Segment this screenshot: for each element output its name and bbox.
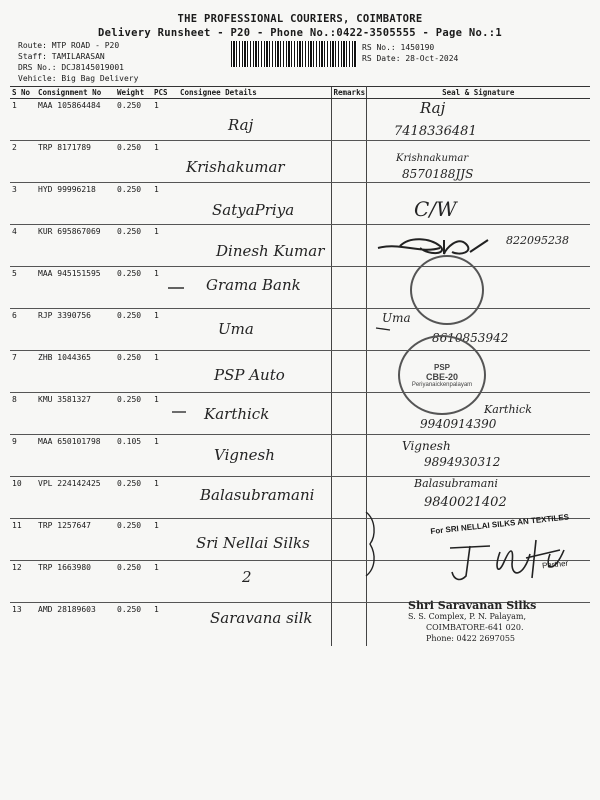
sno: 3 (10, 183, 36, 225)
partner-label: Partner (541, 558, 569, 571)
col-remarks: Remarks (331, 87, 366, 99)
pcs: 1 (152, 267, 178, 309)
signature-note: 8570188JJS (402, 167, 474, 181)
scribble-mark (166, 260, 236, 310)
signature: C/W (414, 197, 457, 221)
sno: 4 (10, 225, 36, 267)
col-pcs: PCS (152, 87, 178, 99)
stamp-center-text: CBE-20 (425, 371, 458, 382)
consignment-no: MAA 105864484 (36, 99, 115, 141)
dash-mark (372, 318, 402, 338)
consignee-name: Raj (228, 116, 254, 134)
sno: 5 (10, 267, 36, 309)
col-consignment: Consignment No (36, 87, 115, 99)
weight: 0.250 (115, 519, 152, 561)
sno: 12 (10, 561, 36, 603)
pcs: 1 (152, 141, 178, 183)
drs-number: DRS No.: DCJ8145019001 (18, 63, 124, 72)
col-consignee: Consignee Details (178, 87, 331, 99)
consignee-name: Balasubramani (200, 486, 315, 504)
consignee-name: Sri Nellai Silks (196, 534, 310, 552)
weight: 0.250 (115, 351, 152, 393)
route-label: Route: MTP ROAD - P20 (18, 41, 120, 50)
consignee-name: Saravana silk (210, 609, 313, 627)
table-header-row (10, 87, 590, 99)
company-name: THE PROFESSIONAL COURIERS, COIMBATORE (177, 13, 423, 25)
weight: 0.105 (115, 435, 152, 477)
table-row (10, 435, 590, 477)
consignment-no: RJP 3390756 (36, 309, 115, 351)
stamp-bottom-text: Periyanaickenpalayam (411, 381, 473, 388)
consignment-no: KUR 695867069 (36, 225, 115, 267)
table-row (10, 183, 590, 225)
table-row (10, 351, 590, 393)
staff-label: Staff: TAMILARASAN (18, 52, 105, 61)
runsheet-title: Delivery Runsheet - P20 - Phone No.:0422-3505555 - Page No.:1 (98, 27, 502, 39)
signature-note: 9940914390 (420, 417, 497, 431)
weight: 0.250 (117, 605, 142, 614)
pcs: 1 (152, 183, 178, 225)
weight: 0.250 (115, 225, 152, 267)
consignee-name: Uma (218, 320, 254, 338)
sno: 1 (10, 99, 36, 141)
pcs: 1 (152, 351, 178, 393)
consignee-name: Krishakumar (186, 158, 285, 176)
sno: 7 (10, 351, 36, 393)
shop-address-line2: COIMBATORE-641 020. (426, 623, 524, 632)
consignment-no: TRP 1663980 (36, 561, 115, 603)
consignee-name: PSP Auto (214, 366, 285, 384)
vehicle-label: Vehicle: Big Bag Delivery (18, 74, 139, 83)
consignment-no: AMD 28189603 (38, 605, 96, 614)
signature-note: 822095238 (506, 234, 569, 247)
shop-address-line1: S. S. Complex, P. N. Palayam, (408, 612, 527, 621)
signature-note: 9894930312 (424, 455, 501, 469)
consignee-name: Vignesh (214, 446, 275, 464)
sno: 11 (10, 519, 36, 561)
consignment-no: KMU 3581327 (36, 393, 115, 435)
weight: 0.250 (115, 477, 152, 519)
rs-number: RS No.: 1450190 (362, 43, 435, 52)
weight: 0.250 (115, 183, 152, 225)
signature: Krishnakumar (396, 153, 469, 164)
signature: Uma (382, 311, 411, 325)
signature: Raj (420, 99, 446, 117)
consignee-name: Karthick (204, 405, 270, 423)
shop-name: Shri Saravanan Silks (408, 599, 537, 612)
nellai-silks-stamp: For SRI NELLAI SILKS AN TEXTILES (430, 512, 570, 536)
weight: 0.250 (115, 561, 152, 603)
signature: Vignesh (402, 439, 451, 453)
consignment-no: VPL 224142425 (36, 477, 115, 519)
pcs: 1 (152, 477, 178, 519)
signature-note: 9840021402 (424, 495, 507, 510)
bracket-mark (360, 510, 384, 580)
consignment-no: MAA 945151595 (36, 267, 115, 309)
col-sno: S No (10, 87, 36, 99)
table-row (10, 99, 590, 141)
col-weight: Weight (115, 87, 152, 99)
pcs: 1 (152, 435, 178, 477)
consignment-no: HYD 99996218 (36, 183, 115, 225)
pcs: 1 (152, 309, 178, 351)
signature-note: 8610853942 (432, 331, 509, 345)
consignee-name: Grama Bank (206, 276, 301, 294)
table-row (10, 141, 590, 183)
signature-note: 7418336481 (394, 124, 477, 139)
weight: 0.250 (115, 393, 152, 435)
weight: 0.250 (115, 99, 152, 141)
pcs: 1 (152, 519, 178, 561)
pcs: 1 (152, 99, 178, 141)
consignee-name: Dinesh Kumar (216, 242, 325, 260)
weight: 0.250 (115, 309, 152, 351)
consignment-no: TRP 8171789 (36, 141, 115, 183)
pcs: 1 (154, 605, 159, 614)
sno: 9 (10, 435, 36, 477)
sno: 2 (10, 141, 36, 183)
barcode (231, 41, 357, 67)
signature: Karthick (484, 403, 532, 416)
signature: Balasubramani (414, 477, 498, 490)
weight: 0.250 (115, 141, 152, 183)
consignee-name: 2 (242, 568, 252, 586)
sno: 10 (10, 477, 36, 519)
weight: 0.250 (115, 267, 152, 309)
dash-mark (166, 400, 206, 420)
pcs: 1 (152, 393, 178, 435)
shop-phone: Phone: 0422 2697055 (426, 634, 516, 643)
saravanan-silks-stamp (408, 600, 536, 644)
pcs: 1 (152, 561, 178, 603)
consignment-no: MAA 650101798 (36, 435, 115, 477)
round-stamp (410, 255, 484, 325)
consignee-name: SatyaPriya (212, 201, 295, 219)
sno: 8 (10, 393, 36, 435)
stamp-top-text: PSP (433, 362, 450, 372)
sno: 6 (10, 309, 36, 351)
psp-round-stamp (398, 335, 486, 415)
sno: 13 (12, 605, 22, 614)
pcs: 1 (152, 225, 178, 267)
col-signature: Seal & Signature (366, 87, 590, 99)
consignment-no: ZHB 1044365 (36, 351, 115, 393)
consignment-no: TRP 1257647 (36, 519, 115, 561)
rs-date: RS Date: 28-Oct-2024 (362, 54, 459, 63)
